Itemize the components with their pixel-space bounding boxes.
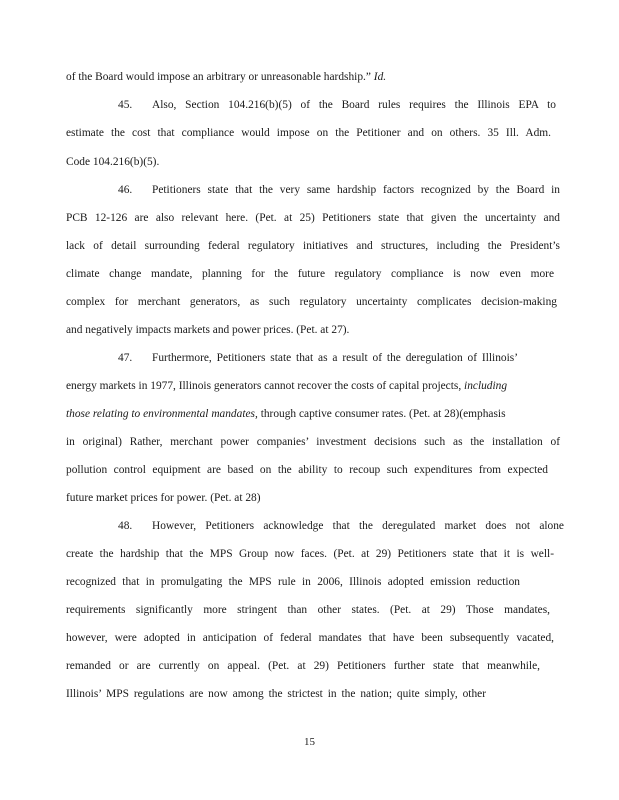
paragraph-text: Petitioners state that the very same hardship factors recognized by the Board in — [152, 184, 560, 196]
text-line: future market prices for power. (Pet. at 28) — [66, 492, 261, 504]
text-line: lack of detail surrounding federal regulatory initiatives and structures, including the President’s — [66, 240, 560, 252]
line-text: energy markets in 1977, Illinois generators cannot recover the costs of capital projects, — [66, 380, 462, 392]
line-text: through captive consumer rates. (Pet. at 28)(emphasis — [260, 408, 506, 420]
text-line: remanded or are currently on appeal. (Pet. at 29) Petitioners further state that meanwhile, — [66, 660, 540, 672]
citation-id: Id. — [373, 71, 387, 83]
italic-environmental-mandates: those relating to environmental mandates, — [66, 408, 258, 420]
text-line: climate change mandate, planning for the future regulatory compliance is now even more — [66, 268, 554, 280]
text-line — [66, 407, 560, 421]
italic-including: including — [464, 380, 508, 392]
text-line: Illinois’ MPS regulations are now among the strictest in the nation; quite simply, other — [66, 688, 486, 700]
text-line: requirements significantly more stringent than other states. (Pet. at 29) Those mandates, — [66, 604, 550, 616]
paragraph-number: 46. — [118, 184, 133, 196]
paragraph-number: 45. — [118, 99, 133, 111]
text-line: pollution control equipment are based on the ability to recoup such expenditures from expected — [66, 464, 548, 476]
text-line — [66, 379, 560, 393]
paragraph-text: However, Petitioners acknowledge that the deregulated market does not alone — [152, 520, 564, 532]
text-line — [66, 70, 556, 84]
paragraph-number: 47. — [118, 352, 133, 364]
text-line: however, were adopted in anticipation of federal mandates that have been subsequently vacated, — [66, 632, 554, 644]
text-line: complex for merchant generators, as such regulatory uncertainty complicates decision-making — [66, 296, 557, 308]
text-line: in original) Rather, merchant power companies’ investment decisions such as the installation of — [66, 436, 560, 448]
line-text: of the Board would impose an arbitrary or unreasonable hardship.” — [66, 71, 371, 83]
text-line: estimate the cost that compliance would impose on the Petitioner and on others. 35 Ill. Adm. — [66, 127, 551, 139]
text-line: Code 104.216(b)(5). — [66, 156, 160, 168]
page-number: 15 — [304, 736, 315, 748]
text-line: and negatively impacts markets and power prices. (Pet. at 27). — [66, 324, 350, 336]
paragraph-text: Furthermore, Petitioners state that as a result of the deregulation of Illinois’ — [152, 352, 518, 364]
text-line: recognized that in promulgating the MPS rule in 2006, Illinois adopted emission reduction — [66, 576, 520, 588]
text-line: PCB 12-126 are also relevant here. (Pet. at 25) Petitioners state that given the uncertainty and — [66, 212, 560, 224]
paragraph-text: Also, Section 104.216(b)(5) of the Board rules requires the Illinois EPA to — [152, 99, 556, 111]
paragraph-number: 48. — [118, 520, 133, 532]
text-line: create the hardship that the MPS Group now faces. (Pet. at 29) Petitioners state that it is well- — [66, 548, 554, 560]
